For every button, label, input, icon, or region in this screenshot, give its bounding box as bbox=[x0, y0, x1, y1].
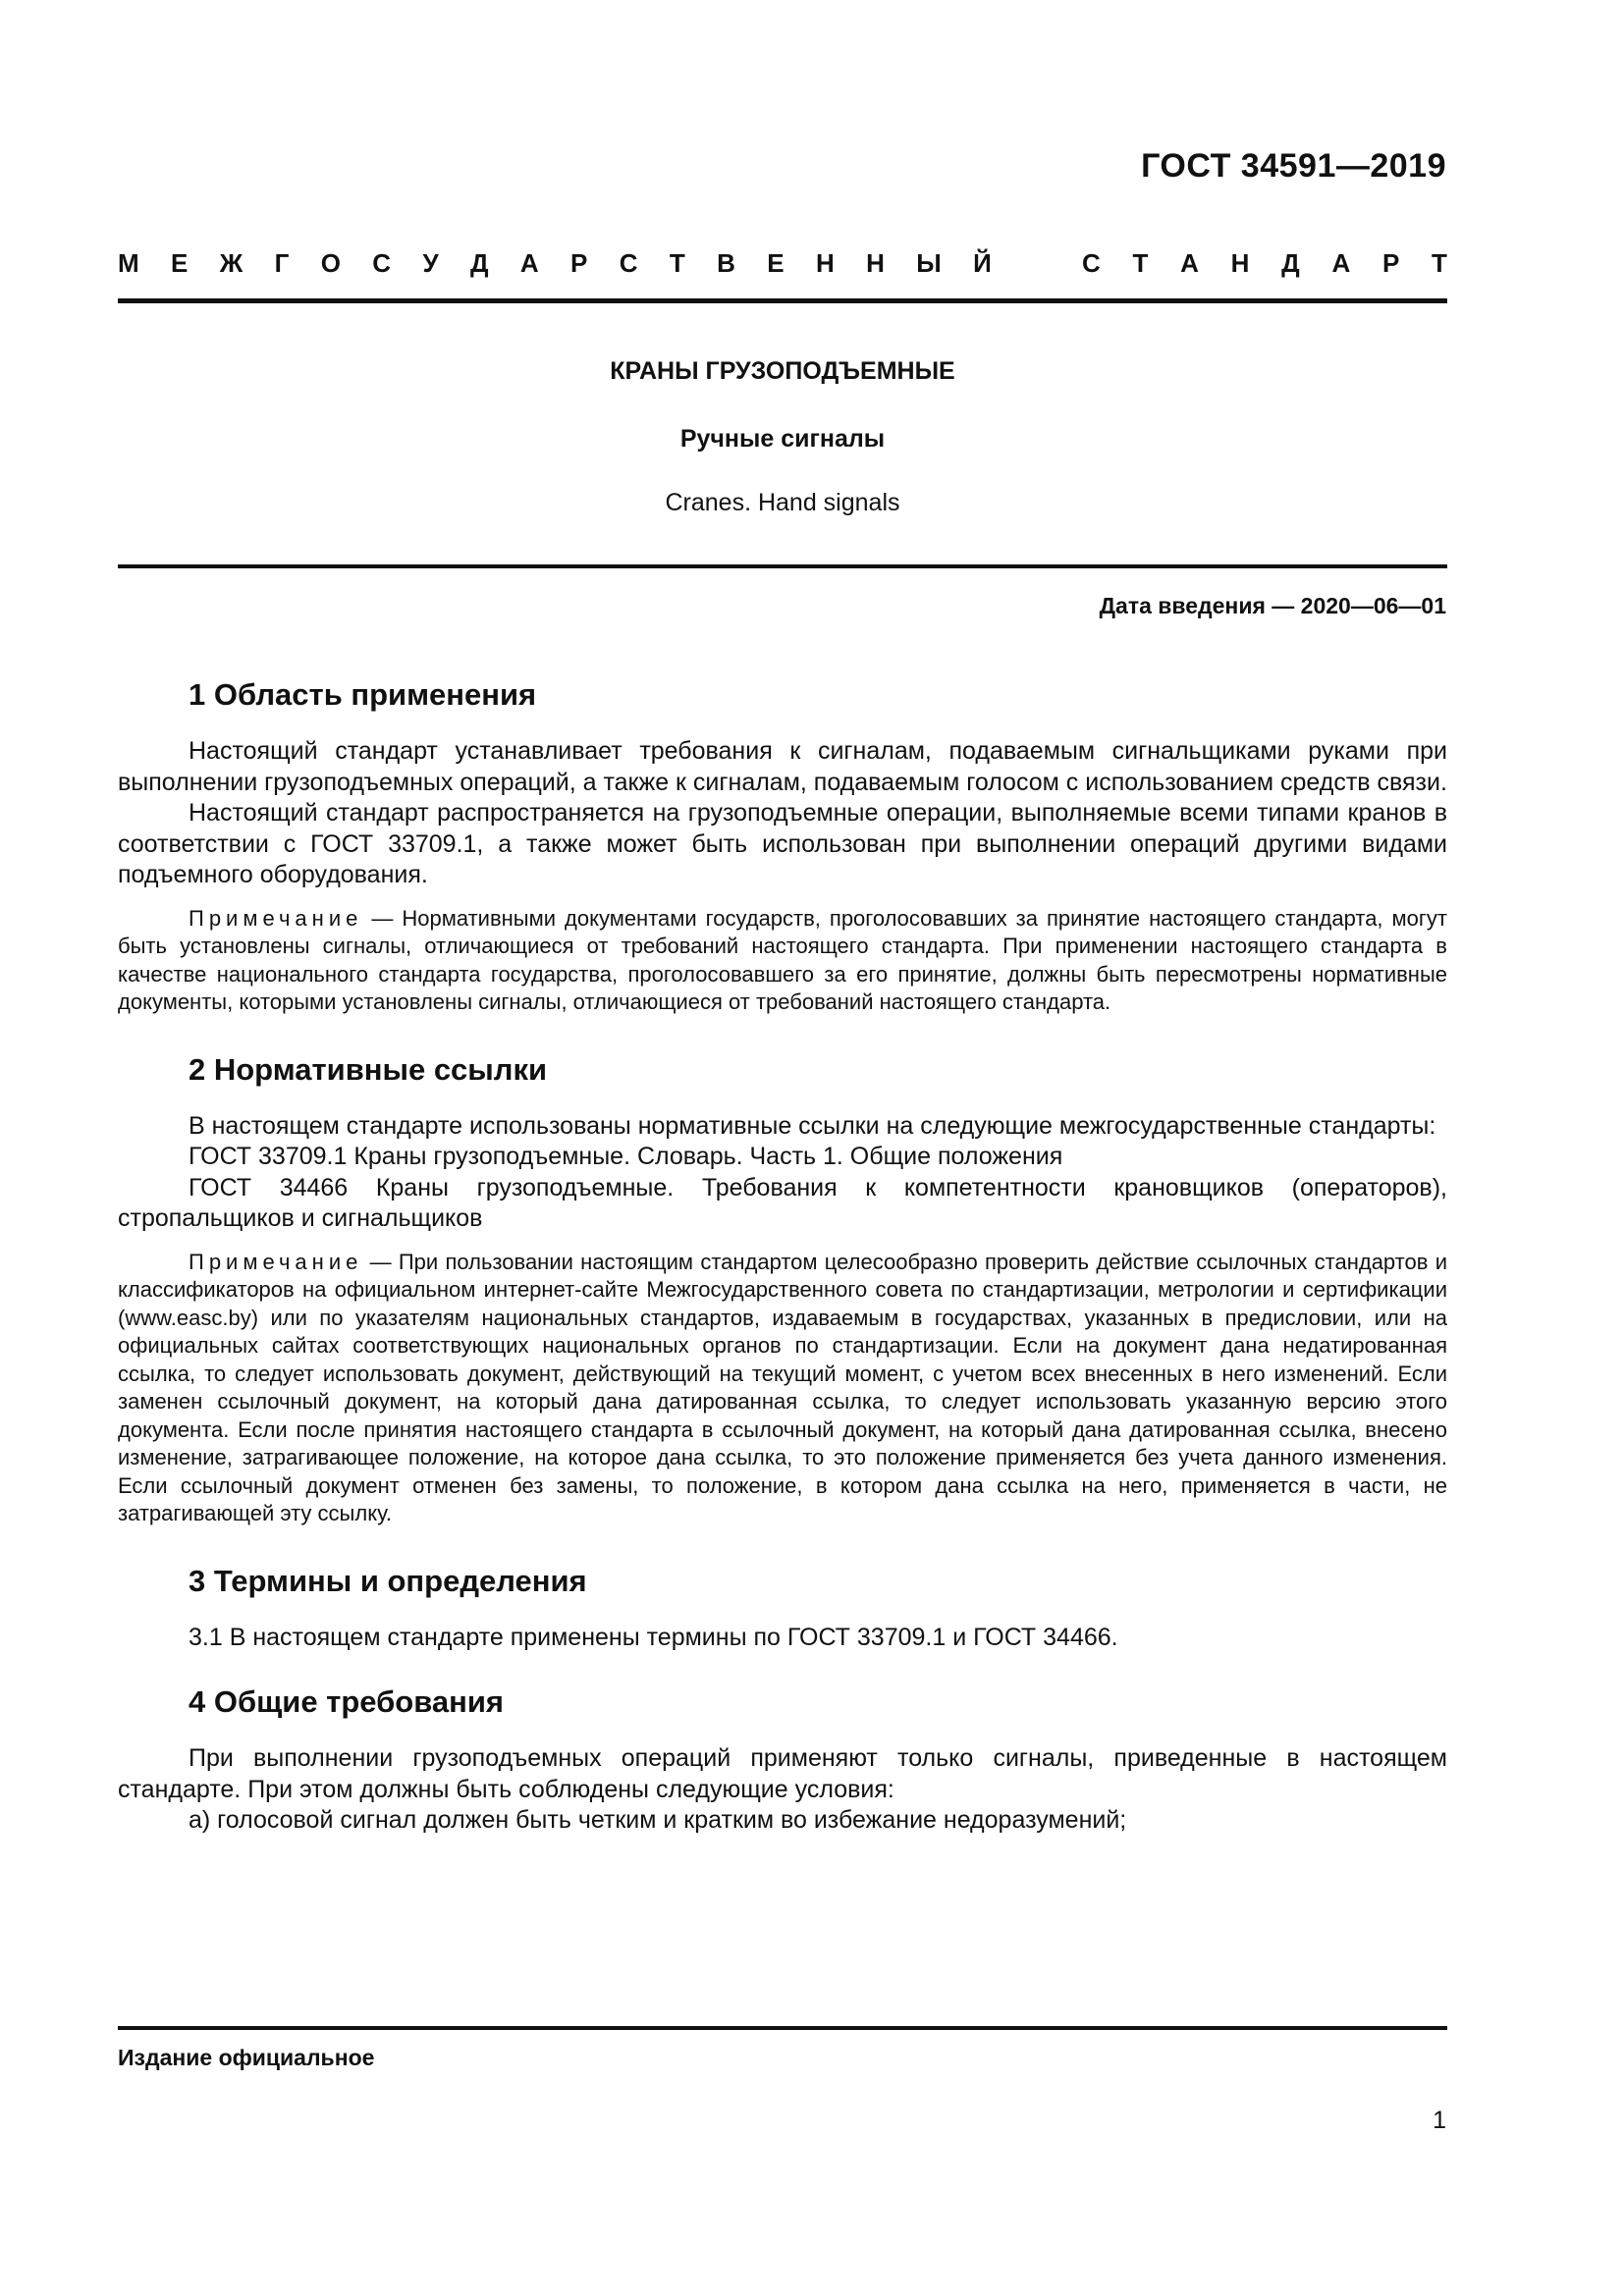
note-label: Примечание bbox=[189, 1249, 363, 1274]
spacer bbox=[118, 1653, 1447, 1682]
footer-rule bbox=[118, 2026, 1447, 2030]
banner-letter: Р bbox=[570, 248, 588, 278]
note-text: — При пользовании настоящим стандартом целесообразно проверить действие ссылочных стандартов и классификаторов на официальном интернет-сайте Межгосударственного совета по стандартизации, метрологии и сертификации (www.easc.by) или по указателям национальных стандартов, издаваемым в государствах, указанных в предисловии, или на официальных сайтах соответствующих национальных органов по стандартизации. Если на документ дана недатированная ссылка, то следует использовать документ, действующий на текущий момент, с учетом всех внесенных в него изменений. Если заменен ссылочный документ, на который дана датированная ссылка, то следует использовать указанную версию этого документа. Если после принятия настоящего стандарта в ссылочный документ, на который дана датированная ссылка, внесено изменение, затрагивающее положение, на которое дана ссылка, то это положение применяется без учета данного изменения. Если ссылочный документ отменен без замены, то положение, в котором дана ссылка на него, применяется в части, не затрагивающей эту ссылку. bbox=[118, 1249, 1447, 1525]
banner-letter: С bbox=[1082, 248, 1101, 278]
spacer bbox=[118, 1528, 1447, 1562]
banner-word-standard bbox=[1082, 248, 1447, 279]
note-label: Примечание bbox=[189, 905, 363, 931]
banner-letter: В bbox=[717, 248, 735, 278]
banner-word-interstate bbox=[118, 248, 992, 279]
document-title-english: Cranes. Hand signals bbox=[665, 489, 900, 516]
section-1-paragraph-2: Настоящий стандарт распространяется на грузоподъемные операции, выполняемые всеми типами кранов в соответствии с ГОСТ 33709.1, а также может быть использован при выполнении операций другими видами подъемного оборудования. bbox=[118, 799, 1447, 888]
section-1-paragraph-1: Настоящий стандарт устанавливает требования к сигналам, подаваемым сигнальщиками руками при выполнении грузоподъемных операций, а также к сигналам, подаваемым голосом с использованием средств связи. bbox=[118, 737, 1447, 796]
banner-letter: Й bbox=[973, 248, 992, 278]
document-title: КРАНЫ ГРУЗОПОДЪЕМНЫЕ bbox=[610, 357, 955, 385]
banner-letter: Ж bbox=[219, 248, 244, 278]
banner-letter: А bbox=[1331, 248, 1351, 278]
banner-letter: Н bbox=[815, 248, 835, 278]
section-3-paragraph-1: 3.1 В настоящем стандарте применены термины по ГОСТ 33709.1 и ГОСТ 34466. bbox=[189, 1623, 1118, 1651]
banner-letter: Е bbox=[767, 248, 785, 278]
banner-letter: Г bbox=[274, 248, 290, 278]
section-2-paragraph-1: В настоящем стандарте использованы нормативные ссылки на следующие межгосударственные стандарты: bbox=[189, 1111, 1436, 1140]
banner-letter: С bbox=[619, 248, 638, 278]
banner-letter: Т bbox=[669, 248, 685, 278]
banner-letter: С bbox=[372, 248, 392, 278]
section-2-title: 2 Нормативные ссылки bbox=[189, 1051, 548, 1087]
section-2-note bbox=[118, 1249, 1447, 1528]
banner-letter: Р bbox=[1381, 248, 1400, 278]
standard-code: ГОСТ 34591—2019 bbox=[1141, 147, 1446, 185]
section-1-title: 1 Область применения bbox=[189, 677, 537, 712]
note-text: — Нормативными документами государств, проголосовавших за принятие настоящего стандарта, могут быть установлены сигналы, отличающиеся от требований настоящего стандарта. При применении настоящего стандарта в качестве национального стандарта государства, проголосовавшего за его принятие, должны быть пересмотрены нормативные документы, которыми установлены сигналы, отличающиеся от требований настоящего стандарта. bbox=[118, 905, 1447, 1014]
spacer bbox=[118, 1017, 1447, 1050]
section-2-reference-2: ГОСТ 34466 Краны грузоподъемные. Требования к компетентности крановщиков (операторов), стропальщиков и сигнальщиков bbox=[118, 1173, 1447, 1232]
banner-letter: Н bbox=[866, 248, 885, 278]
section-3-title: 3 Термины и определения bbox=[189, 1563, 587, 1598]
banner-letter: Т bbox=[1432, 248, 1447, 278]
official-edition-label: Издание официальное bbox=[118, 2045, 375, 2070]
banner-letter: Е bbox=[171, 248, 189, 278]
section-4-item-a: а) голосовой сигнал должен быть четким и кратким во избежание недоразумений; bbox=[189, 1806, 1127, 1834]
section-4-paragraph-1: При выполнении грузоподъемных операций применяют только сигналы, приведенные в настоящем стандарте. При этом должны быть соблюдены следующие условия: bbox=[118, 1744, 1447, 1803]
section-2-reference-1: ГОСТ 33709.1 Краны грузоподъемные. Словарь. Часть 1. Общие положения bbox=[189, 1143, 1063, 1170]
banner-letter: У bbox=[422, 248, 439, 278]
banner-letter: А bbox=[1180, 248, 1199, 278]
section-4-title: 4 Общие требования bbox=[189, 1684, 504, 1719]
banner-letter: Д bbox=[1281, 248, 1300, 278]
banner-letter: Т bbox=[1132, 248, 1149, 278]
document-body bbox=[118, 675, 1447, 1837]
banner-letter: О bbox=[320, 248, 341, 278]
banner-letter: А bbox=[519, 248, 539, 278]
page-number: 1 bbox=[1433, 2107, 1446, 2134]
banner-letter: Д bbox=[469, 248, 489, 278]
title-rule bbox=[118, 564, 1447, 568]
section-1-note bbox=[118, 905, 1447, 1017]
header-rule bbox=[118, 298, 1447, 303]
document-subtitle: Ручные сигналы bbox=[679, 425, 886, 453]
introduction-date: Дата введения — 2020—06—01 bbox=[1099, 593, 1446, 618]
interstate-standard-banner bbox=[118, 248, 1447, 279]
banner-letter: М bbox=[118, 248, 139, 278]
banner-letter: Ы bbox=[916, 248, 942, 278]
banner-letter: Н bbox=[1230, 248, 1250, 278]
